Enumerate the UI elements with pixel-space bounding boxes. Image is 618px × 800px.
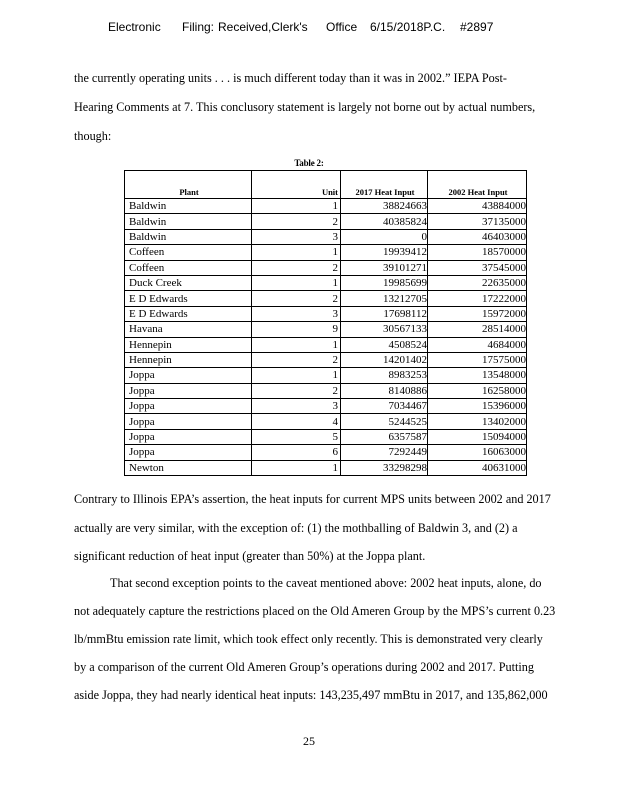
- cell-2002-heat-input: 17222000: [428, 291, 527, 306]
- cell-unit: 1: [252, 460, 341, 475]
- header-electronic: Electronic: [108, 20, 161, 34]
- heat-input-table: [124, 170, 527, 476]
- cell-plant: Joppa: [125, 414, 252, 429]
- cell-plant: Coffeen: [125, 260, 252, 275]
- cell-2002-heat-input: 22635000: [428, 275, 527, 290]
- cell-2002-heat-input: 43884000: [428, 199, 527, 214]
- table-row: [125, 291, 527, 306]
- cell-2002-heat-input: 40631000: [428, 460, 527, 475]
- cell-2002-heat-input: 37545000: [428, 260, 527, 275]
- table-row: [125, 399, 527, 414]
- table-header-row: [125, 171, 527, 199]
- cell-2017-heat-input: 39101271: [341, 260, 428, 275]
- text-line: actually are very similar, with the exception of: (1) the mothballing of Baldwin 3, and (2) a: [74, 521, 518, 535]
- cell-unit: 2: [252, 383, 341, 398]
- cell-plant: Baldwin: [125, 214, 252, 229]
- cell-unit: 1: [252, 245, 341, 260]
- table-row: [125, 368, 527, 383]
- cell-2017-heat-input: 8140886: [341, 383, 428, 398]
- header-number: #2897: [460, 20, 494, 34]
- cell-plant: Baldwin: [125, 229, 252, 244]
- cell-2017-heat-input: 14201402: [341, 352, 428, 367]
- cell-2002-heat-input: 16063000: [428, 445, 527, 460]
- cell-unit: 2: [252, 291, 341, 306]
- cell-2002-heat-input: 37135000: [428, 214, 527, 229]
- table-row: [125, 260, 527, 275]
- cell-unit: 1: [252, 337, 341, 352]
- cell-2017-heat-input: 6357587: [341, 429, 428, 444]
- text-line: significant reduction of heat input (greater than 50%) at the Joppa plant.: [74, 549, 426, 563]
- header-filing: Filing:: [182, 20, 215, 34]
- text-line: lb/mmBtu emission rate limit, which took effect only recently. This is demonstrated very clearly: [74, 632, 543, 646]
- cell-2002-heat-input: 46403000: [428, 229, 527, 244]
- cell-unit: 1: [252, 368, 341, 383]
- cell-2017-heat-input: 40385824: [341, 214, 428, 229]
- cell-plant: Joppa: [125, 429, 252, 444]
- cell-plant: Joppa: [125, 399, 252, 414]
- text-line: Contrary to Illinois EPA’s assertion, the heat inputs for current MPS units between 2002 and 2017: [74, 492, 551, 506]
- cell-plant: Hennepin: [125, 337, 252, 352]
- text-line: by a comparison of the current Old Ameren Group’s operations during 2002 and 2017. Putting: [74, 660, 534, 674]
- cell-2002-heat-input: 15972000: [428, 306, 527, 321]
- cell-2002-heat-input: 28514000: [428, 322, 527, 337]
- cell-2002-heat-input: 16258000: [428, 383, 527, 398]
- col-header-unit: Unit: [252, 171, 341, 199]
- cell-unit: 1: [252, 275, 341, 290]
- cell-unit: 5: [252, 429, 341, 444]
- text-line: not adequately capture the restrictions placed on the Old Ameren Group by the MPS’s current 0.23: [74, 604, 556, 618]
- table-row: [125, 445, 527, 460]
- cell-plant: Joppa: [125, 383, 252, 398]
- cell-2002-heat-input: 18570000: [428, 245, 527, 260]
- cell-2017-heat-input: 33298298: [341, 460, 428, 475]
- cell-unit: 3: [252, 306, 341, 321]
- cell-plant: Havana: [125, 322, 252, 337]
- table-row: [125, 414, 527, 429]
- cell-plant: E D Edwards: [125, 306, 252, 321]
- cell-unit: 3: [252, 229, 341, 244]
- cell-2017-heat-input: 19985699: [341, 275, 428, 290]
- cell-plant: E D Edwards: [125, 291, 252, 306]
- text-line: the currently operating units . . . is much different today than it was in 2002.” IEPA Post-: [74, 71, 507, 85]
- cell-plant: Hennepin: [125, 352, 252, 367]
- cell-plant: Joppa: [125, 368, 252, 383]
- cell-2002-heat-input: 17575000: [428, 352, 527, 367]
- cell-2002-heat-input: 4684000: [428, 337, 527, 352]
- table-row: [125, 214, 527, 229]
- cell-unit: 2: [252, 260, 341, 275]
- col-header-2017-heat-input: 2017 Heat Input: [341, 171, 428, 199]
- table-row: [125, 429, 527, 444]
- cell-2017-heat-input: 8983253: [341, 368, 428, 383]
- cell-unit: 1: [252, 199, 341, 214]
- cell-2002-heat-input: 13402000: [428, 414, 527, 429]
- cell-unit: 3: [252, 399, 341, 414]
- table-row: [125, 383, 527, 398]
- header-date: 6/15/2018P.C.: [370, 20, 446, 34]
- cell-2002-heat-input: 15396000: [428, 399, 527, 414]
- cell-2017-heat-input: 0: [341, 229, 428, 244]
- text-line: That second exception points to the caveat mentioned above: 2002 heat inputs, alone, do: [110, 576, 542, 590]
- table-row: [125, 352, 527, 367]
- cell-plant: Newton: [125, 460, 252, 475]
- cell-unit: 6: [252, 445, 341, 460]
- table-caption: Table 2:: [294, 158, 324, 168]
- cell-2017-heat-input: 19939412: [341, 245, 428, 260]
- cell-unit: 4: [252, 414, 341, 429]
- table-row: [125, 306, 527, 321]
- table-row: [125, 199, 527, 214]
- cell-2002-heat-input: 13548000: [428, 368, 527, 383]
- cell-unit: 9: [252, 322, 341, 337]
- cell-2017-heat-input: 38824663: [341, 199, 428, 214]
- table-row: [125, 337, 527, 352]
- text-line: though:: [74, 129, 112, 143]
- cell-unit: 2: [252, 214, 341, 229]
- text-line: Hearing Comments at 7. This conclusory statement is largely not borne out by actual numbers,: [74, 100, 536, 114]
- col-header-plant: Plant: [125, 171, 252, 199]
- cell-plant: Joppa: [125, 445, 252, 460]
- table-row: [125, 275, 527, 290]
- cell-2017-heat-input: 30567133: [341, 322, 428, 337]
- table-row: [125, 322, 527, 337]
- table-row: [125, 245, 527, 260]
- table-row: [125, 460, 527, 475]
- cell-2002-heat-input: 15094000: [428, 429, 527, 444]
- cell-plant: Duck Creek: [125, 275, 252, 290]
- cell-unit: 2: [252, 352, 341, 367]
- text-line: aside Joppa, they had nearly identical heat inputs: 143,235,497 mmBtu in 2017, and 135,862,000: [74, 688, 548, 702]
- cell-2017-heat-input: 4508524: [341, 337, 428, 352]
- table-row: [125, 229, 527, 244]
- cell-2017-heat-input: 7292449: [341, 445, 428, 460]
- col-header-2002-heat-input: 2002 Heat Input: [428, 171, 527, 199]
- cell-2017-heat-input: 17698112: [341, 306, 428, 321]
- header-office: Office: [326, 20, 358, 34]
- cell-plant: Coffeen: [125, 245, 252, 260]
- cell-2017-heat-input: 13212705: [341, 291, 428, 306]
- cell-plant: Baldwin: [125, 199, 252, 214]
- cell-2017-heat-input: 5244525: [341, 414, 428, 429]
- cell-2017-heat-input: 7034467: [341, 399, 428, 414]
- page-number: 25: [303, 734, 315, 748]
- header-received: Received,Clerk's: [218, 20, 308, 34]
